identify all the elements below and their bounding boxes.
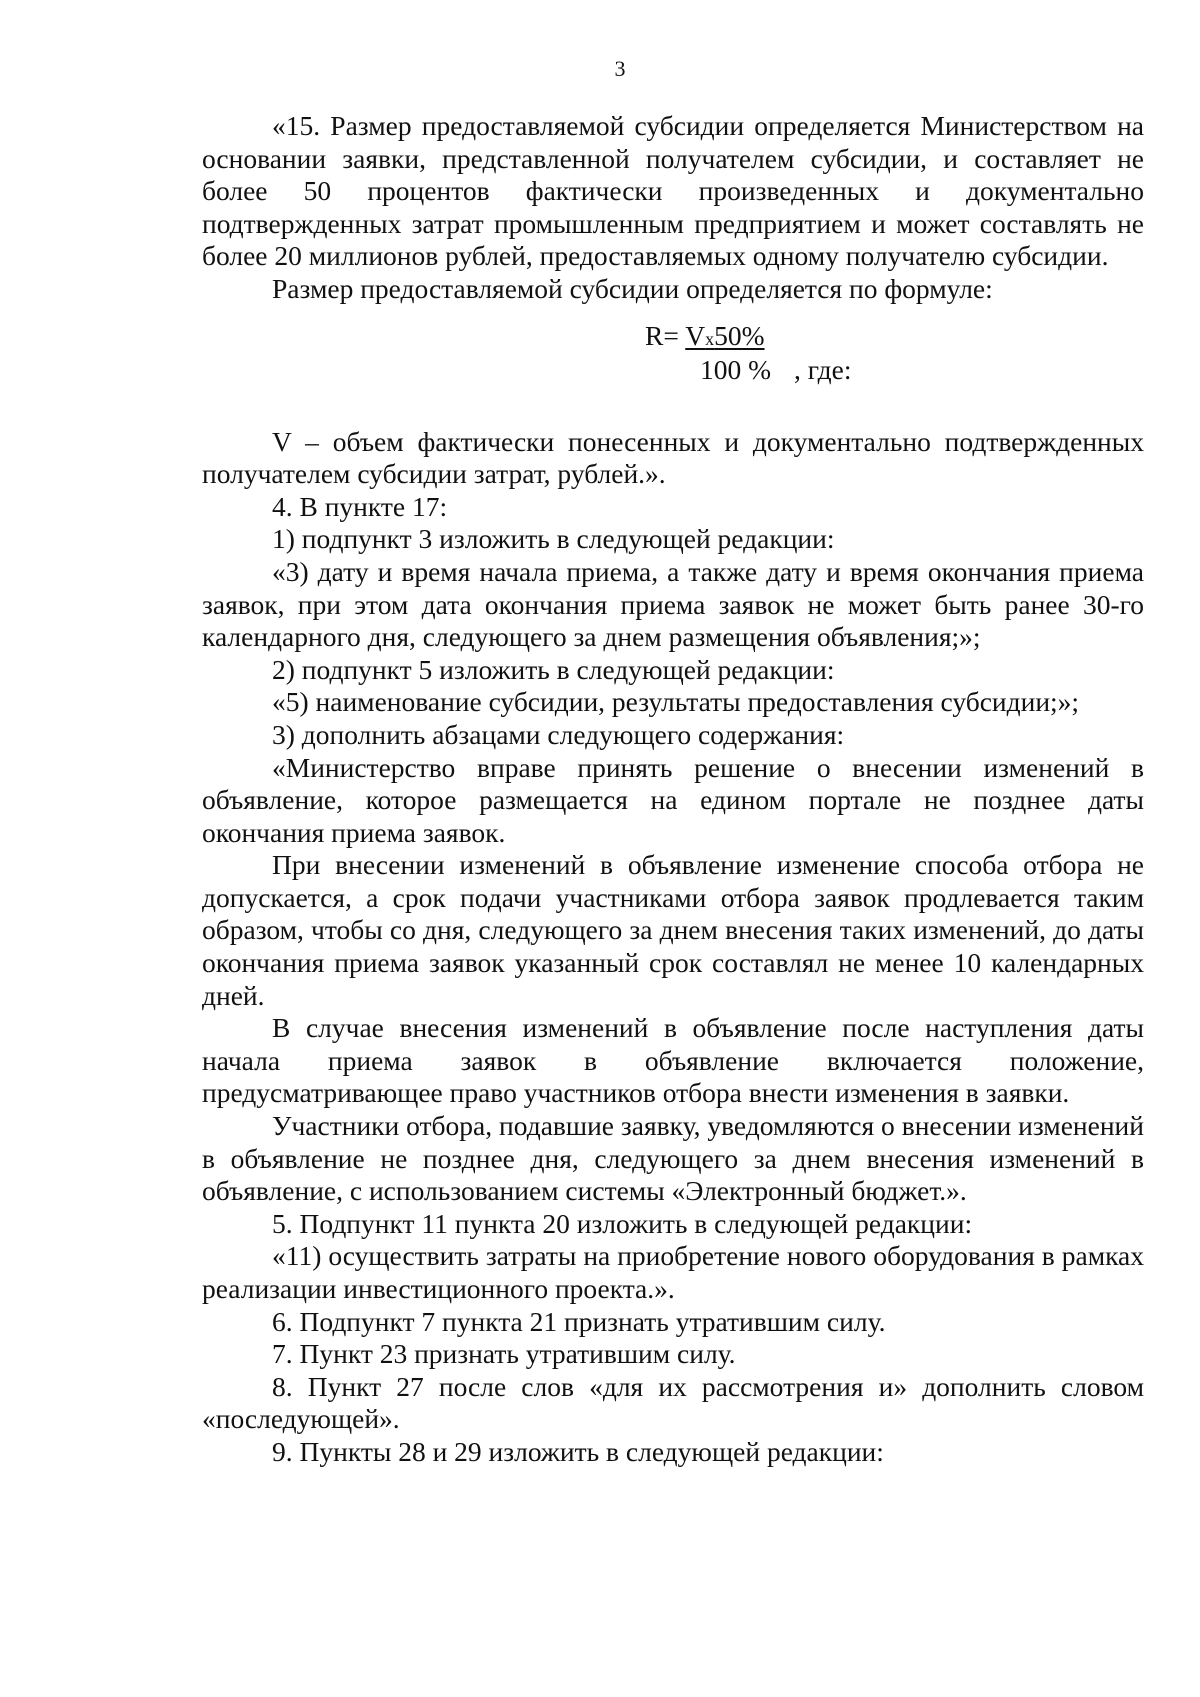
formula <box>202 320 1144 402</box>
paragraph-item-7: 7. Пункт 23 признать утратившим силу. <box>272 1338 736 1370</box>
paragraph-subitem-3-text: «3) дату и время начала приема, а также дату и время окончания приема заявок, при этом дата окончания приема заявок не может быть ранее 30-го календарного дня, следующего за днем размещения объявления;»; <box>202 555 1144 653</box>
paragraph-changes-term: При внесении изменений в объявление изменение способа отбора не допускается, а срок подачи участниками отбора заявок продлевается таким образом, чтобы со дня, следующего за днем внесения таких изменений, до даты окончания приема заявок указанный срок составлял не менее 10 календарных дней. <box>202 849 1144 1011</box>
formula-fraction-top: Vx50% <box>685 319 765 351</box>
paragraph-subitem-2: 2) подпункт 5 изложить в следующей редакции: <box>272 653 835 685</box>
document-body <box>202 110 1144 1469</box>
paragraph-subitem-1: 1) подпункт 3 изложить в следующей редакции: <box>272 523 835 555</box>
paragraph-subitem-5-text: «5) наименование субсидии, результаты предоставления субсидии;»; <box>272 686 1080 718</box>
paragraph-item-4: 4. В пункте 17: <box>272 490 448 522</box>
paragraph-ministry-right: «Министерство вправе принять решение о внесении изменений в объявление, которое размещается на едином портале не позднее даты окончания приема заявок. <box>202 751 1144 848</box>
page-number: 3 <box>614 56 626 81</box>
paragraph-v-definition: V – объем фактически понесенных и документально подтвержденных получателем субсидии затрат, рублей.». <box>202 425 1144 490</box>
formula-suffix: , где: <box>794 353 852 385</box>
paragraph-item-9: 9. Пункты 28 и 29 изложить в следующей редакции: <box>272 1435 884 1467</box>
paragraph-formula-intro: Размер предоставляемой субсидии определяется по формуле: <box>272 272 993 304</box>
paragraph-participants-notified: Участники отбора, подавшие заявку, уведомляются о внесении изменений в объявление не позднее дня, следующего за днем внесения изменений в объявление, с использованием системы «Электронный бюджет.». <box>202 1110 1144 1207</box>
paragraph-item-8: 8. Пункт 27 после слов «для их рассмотрения и» дополнить словом «последующей». <box>202 1370 1144 1435</box>
formula-numerator <box>645 320 765 355</box>
paragraph-changes-after-start: В случае внесения изменений в объявление после наступления даты начала приема заявок в объявление включается положение, предусматривающее право участников отбора внести изменения в заявки. <box>202 1012 1144 1109</box>
paragraph-subitem-11-text: «11) осуществить затраты на приобретение нового оборудования в рамках реализации инвестиционного проекта.». <box>202 1240 1144 1304</box>
paragraph-item-5: 5. Подпункт 11 пункта 20 изложить в следующей редакции: <box>272 1207 973 1239</box>
paragraph-item-6: 6. Подпункт 7 пункта 21 признать утратившим силу. <box>272 1305 886 1337</box>
paragraph-subsidy-size: «15. Размер предоставляемой субсидии определяется Министерством на основании заявки, представленной получателем субсидии, и составляет не более 50 процентов фактически произведенных и документально подтвержденных затрат промышленным предприятием и может составлять не более 20 миллионов рублей, предоставляемых одному получателю субсидии. <box>202 110 1144 272</box>
formula-lhs: R= <box>645 319 686 351</box>
formula-denominator: 100 % <box>700 353 772 385</box>
paragraph-subitem-3: 3) дополнить абзацами следующего содержания: <box>272 718 845 750</box>
